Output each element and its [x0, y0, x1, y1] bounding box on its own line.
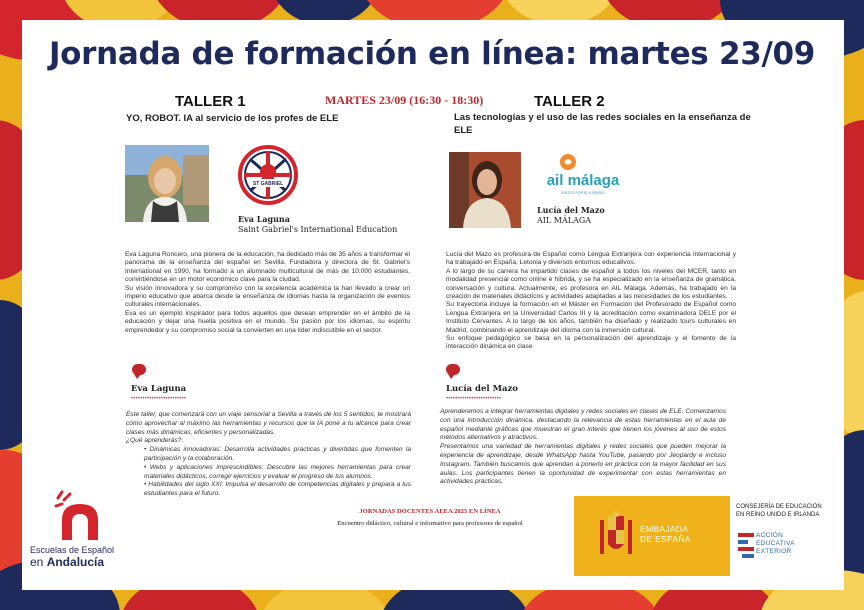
description-bullet: • Habilidades del siglo XXI: Impulsa el desarrollo de competencias digitales y prepara a tus estudiantes para el futuro. [144, 481, 411, 498]
speech-bubble-icon [132, 364, 146, 375]
st-gabriel-logo [238, 145, 298, 205]
taller1-dots: •••••••••••••••••••••••• [131, 396, 187, 402]
event-name: JORNADAS DOCENTES AEEA 2025 EN LÍNEA [359, 508, 501, 515]
taller1-speaker-name: Eva Laguna [238, 214, 290, 224]
event-tagline: Encuentro didáctico, cultural e informativo para profesores de español [337, 520, 523, 527]
taller1-description [126, 411, 411, 499]
taller2-speaker-org: AIL MÁLAGA [537, 216, 592, 225]
bio-paragraph: Su visión innovadora y su compromiso con la excelencia académica la han llevado a crear un imperio educativo que abarca desde la enseñanza de idiomas hasta la organización de eventos culturales internacionales. [125, 284, 410, 309]
bio-paragraph: Lucía del Mazo es profesora de Español como Lengua Extranjera con experiencia internacional y ha trabajado en España, Letonia y diversos entornos educativos. [446, 251, 736, 267]
description-paragraph: ¿Qué aprenderás?: [126, 437, 184, 445]
description-paragraph: Este taller, que comenzará con un viaje sensorial a Sevilla a través de los 5 sentidos, te mostrará cómo aprovechar al máximo las herramientas y recursos que la IA pone a tu alcance para crear clases más dinámicas, eficientes y personalizadas. [126, 411, 411, 436]
lucia-del-mazo-photo [449, 152, 521, 228]
bio-paragraph: Eva Laguna Roncero, una pionera de la educación, ha dedicado más de 35 años a transformar el panorama de la enseñanza del español en Sevilla. Fundadora y directora de St. Gabriel's International en 1990, ha formado a un alumnado multicultural de más de 10.000 estudiantes, convirtiéndose en un motor económico clave para la ciudad. [125, 251, 410, 284]
taller1-heading: TALLER 1 [175, 93, 246, 110]
taller2-description [440, 408, 726, 487]
aee-logo-icon [738, 533, 754, 559]
escuelas-line2: en Andalucía [30, 555, 105, 569]
taller2-bio [446, 251, 736, 352]
bio-paragraph: Su trayectoria incluye la formación en el Máster en Formación del Profesorado de Español como Lengua Extranjera en la Universidad Carlos III y la acreditación como examinadora DELE por el Instituto Cervantes. A lo largo de los años, también ha diseñado y realizado tours culturales en Madrid, combinando el aprendizaje del idioma con la inmersión cultural. [446, 301, 736, 334]
taller2-dots: •••••••••••••••••••••••• [446, 396, 502, 402]
taller2-heading: TALLER 2 [534, 93, 605, 110]
taller1-bio [125, 251, 410, 335]
description-paragraph: Presentamos una variedad de herramientas digitales y redes sociales que pueden mejorar la experiencia de aprendizaje, desde WhatsApp hasta YouTube, pasando por Jeopardy e incluso Instagram. También buscamos que aprendan a ponerlo en práctica con la mayor facilidad en sus aulas. Los participantes tienen la oportunidad de experimentar con estas herramientas en actividades prácticas. [440, 443, 726, 486]
ail-malaga-logo [542, 152, 624, 197]
taller1-speaker-label: Eva Laguna [131, 384, 187, 394]
escuelas-text [30, 545, 114, 569]
escuelas-logo [52, 490, 108, 542]
embajada-logo [574, 496, 730, 576]
taller1-subtitle: YO, ROBOT. IA al servicio de los profes de ELE [126, 113, 339, 124]
escuelas-line1: Escuelas de Español [30, 545, 115, 555]
taller2-subtitle: Las tecnologías y el uso de las redes sociales en la enseñanza de ELE [454, 112, 751, 136]
description-paragraph: Aprenderemos a integrar herramientas digitales y redes sociales en clases de ELE. Comenzamos con una introducción dinámica, destacando la relevancia de estas herramientas en el aula de español mediante gráficas que muestran el gran interés que tienen los jóvenes al uso de estos métodos alternativos y atractivos. [440, 408, 726, 442]
speech-bubble-icon [446, 364, 460, 375]
description-bullet: • Dinámicas innovadoras: Desarrolla actividades prácticas y divertidas que fomenten la participación y la colaboración. [144, 446, 411, 462]
bio-paragraph: A lo largo de su carrera ha impartido clases de español a todos los niveles del MCER, tanto en modalidad presencial como online e híbrida, y se ha especializado en la enseñanza de gramática, conversación y cultura. Actualmente, es profesora en AIL Málaga. Además, ha trabajado en la creación de materiales didácticos y actividades adaptadas a las necesidades de los estudiantes. [446, 267, 736, 301]
st-gabriel-logo-text: ST GABRIEL [252, 181, 284, 187]
eva-laguna-photo [125, 145, 209, 222]
accion-educativa-text: ACCIÓN EDUCATIVA EXTERIOR [756, 532, 795, 555]
session-date: MARTES 23/09 (16:30 - 18:30) [325, 93, 484, 107]
taller2-speaker-label: Lucía del Mazo [446, 384, 518, 394]
coat-of-arms-icon [596, 510, 636, 562]
ail-logo-text: ail málaga [546, 172, 620, 189]
bio-paragraph: Eva es un ejemplo inspirador para todos aquellos que desean emprender en el ámbito de la educación y dejar una huella positiva en el mundo. Su pasión por los idiomas, su espíritu emprendedor y su compromiso social la convierten en una líder indiscutible en el sector. [125, 309, 410, 334]
taller2-speaker-name: Lucía del Mazo [537, 205, 605, 215]
description-bullet: • Webs y aplicaciones imprescindibles: Descubre las mejores herramientas para crear materiales didácticos, corregir ejercicios y evaluar el progreso de tus alumnos. [144, 463, 411, 480]
taller1-speaker-org: Saint Gabriel's International Education [238, 225, 398, 234]
consejeria-text: CONSEJERÍA DE EDUCACIÓN EN REINO UNIDO E IRLANDA [736, 504, 822, 518]
bio-paragraph: Su enfoque pedagógico se basa en la personalización del aprendizaje y el fomento de la interacción dinámica en clase [446, 335, 736, 351]
page-title: Jornada de formación en línea: martes 23/09 [48, 36, 816, 72]
ail-logo-subtext: JUNTOS POR EL ESPAÑOL [560, 191, 606, 195]
embajada-text: EMBAJADA DE ESPAÑA [640, 524, 691, 544]
